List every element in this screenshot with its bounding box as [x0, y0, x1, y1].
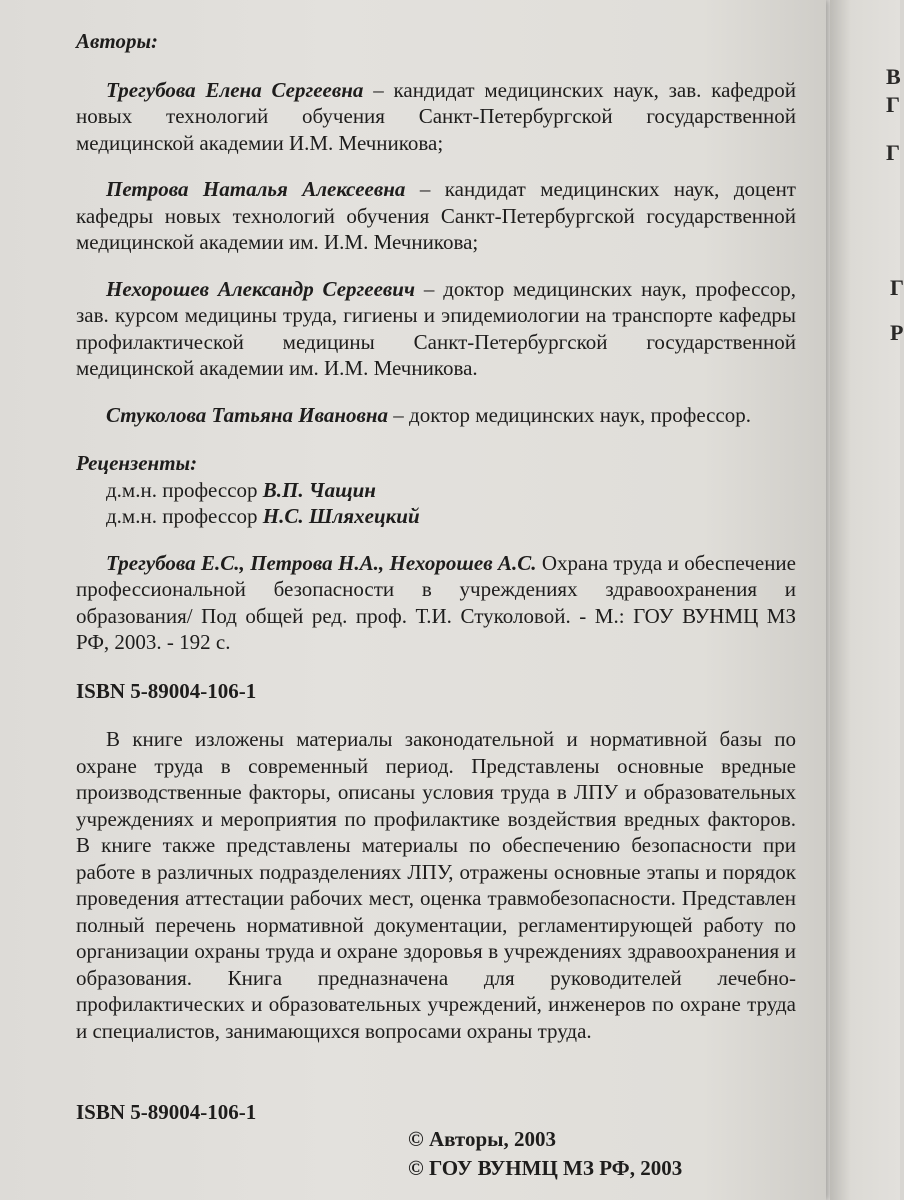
citation-text: Охрана труда и обеспечение профессиональной безопасности в учреждениях здравоохранения и образования/ Под общей ред. проф. Т.И. Стуколовой. - М.: ГОУ ВУНМЦ МЗ РФ, 2003. - 192 с.: [76, 550, 796, 654]
reviewer-name: В.П. Чащин: [262, 477, 376, 502]
author-entry: [76, 77, 796, 157]
reviewer-entry: [106, 503, 796, 530]
author-name: Петрова Наталья Алексеевна: [106, 177, 406, 201]
author-desc: – кандидат медицинских наук, зав. кафедрой новых технологий обучения Санкт-Петербургской государственной медицинской академии И.М. Мечникова;: [76, 77, 796, 155]
edge-letter: Г: [886, 140, 900, 165]
reviewers-label: Рецензенты:: [76, 451, 198, 475]
isbn-bottom: ISBN 5-89004-106-1: [76, 1100, 257, 1124]
edge-letter: Г: [890, 275, 904, 300]
adjacent-page-edge: [830, 0, 904, 1200]
abstract-text: В книге изложены материалы законодательной и нормативной базы по охране труда в современный период. Представлены основные вредные производственные факторы, описаны условия труда в ЛПУ и образовательных учреждениях и мероприятия по профилактике воздействия вредных факторов. В книге также представлены материалы по обеспечению безопасности при работе в различных подразделениях ЛПУ, отражены основные этапы и порядок проведения аттестации рабочих мест, оценка травмобезопасности. Представлен полный перечень нормативной документации, регламентирующей работу по организации охраны труда и охране здоровья в учреждениях здравоохранения и образования. Книга предназначена для руководителей лечебно-профилактических и образовательных учреждений, инженеров по охране труда и специалистов, занимающихся вопросами охраны труда.: [76, 727, 796, 1043]
author-desc: – кандидат медицинских наук, доцент кафедры новых технологий обучения Санкт-Петербургской государственной медицинской академии им. И.М. Мечникова;: [76, 177, 796, 254]
copyright-authors: © Авторы, 2003: [408, 1127, 557, 1151]
page-content: [76, 28, 796, 1044]
author-entry: [76, 276, 796, 382]
authors-label: Авторы:: [76, 29, 159, 53]
bibliographic-citation: [76, 550, 796, 656]
reviewer-name: Н.С. Шляхецкий: [262, 504, 420, 528]
edge-letter: Р: [890, 320, 904, 345]
reviewer-entry: [106, 477, 796, 504]
citation-authors: Трегубова Е.С., Петрова Н.А., Нехорошев А.С.: [106, 550, 537, 575]
author-entry: [76, 402, 796, 429]
reviewer-title: д.м.н. профессор: [106, 477, 263, 502]
edge-letter: Г: [886, 92, 900, 117]
author-name: Стуколова Татьяна Ивановна: [106, 402, 389, 427]
author-name: Нехорошев Александр Сергеевич: [106, 276, 415, 301]
copyright-block: [408, 1125, 682, 1183]
reviewer-title: д.м.н. профессор: [106, 504, 263, 528]
author-desc: – доктор медицинских наук, профессор, зав. курсом медицины труда, гигиены и эпидемиологии на транспорте кафедры профилактической медицины Санкт-Петербургской государственной медицинской академии им. И.М. Мечникова.: [76, 276, 796, 380]
author-entry: [76, 176, 796, 256]
copyright-publisher: © ГОУ ВУНМЦ МЗ РФ, 2003: [408, 1156, 683, 1180]
edge-letter: В: [886, 64, 901, 89]
author-name: Трегубова Елена Сергеевна: [106, 77, 364, 102]
author-desc: – доктор медицинских наук, профессор.: [388, 402, 752, 427]
isbn-top: ISBN 5-89004-106-1: [76, 678, 257, 703]
